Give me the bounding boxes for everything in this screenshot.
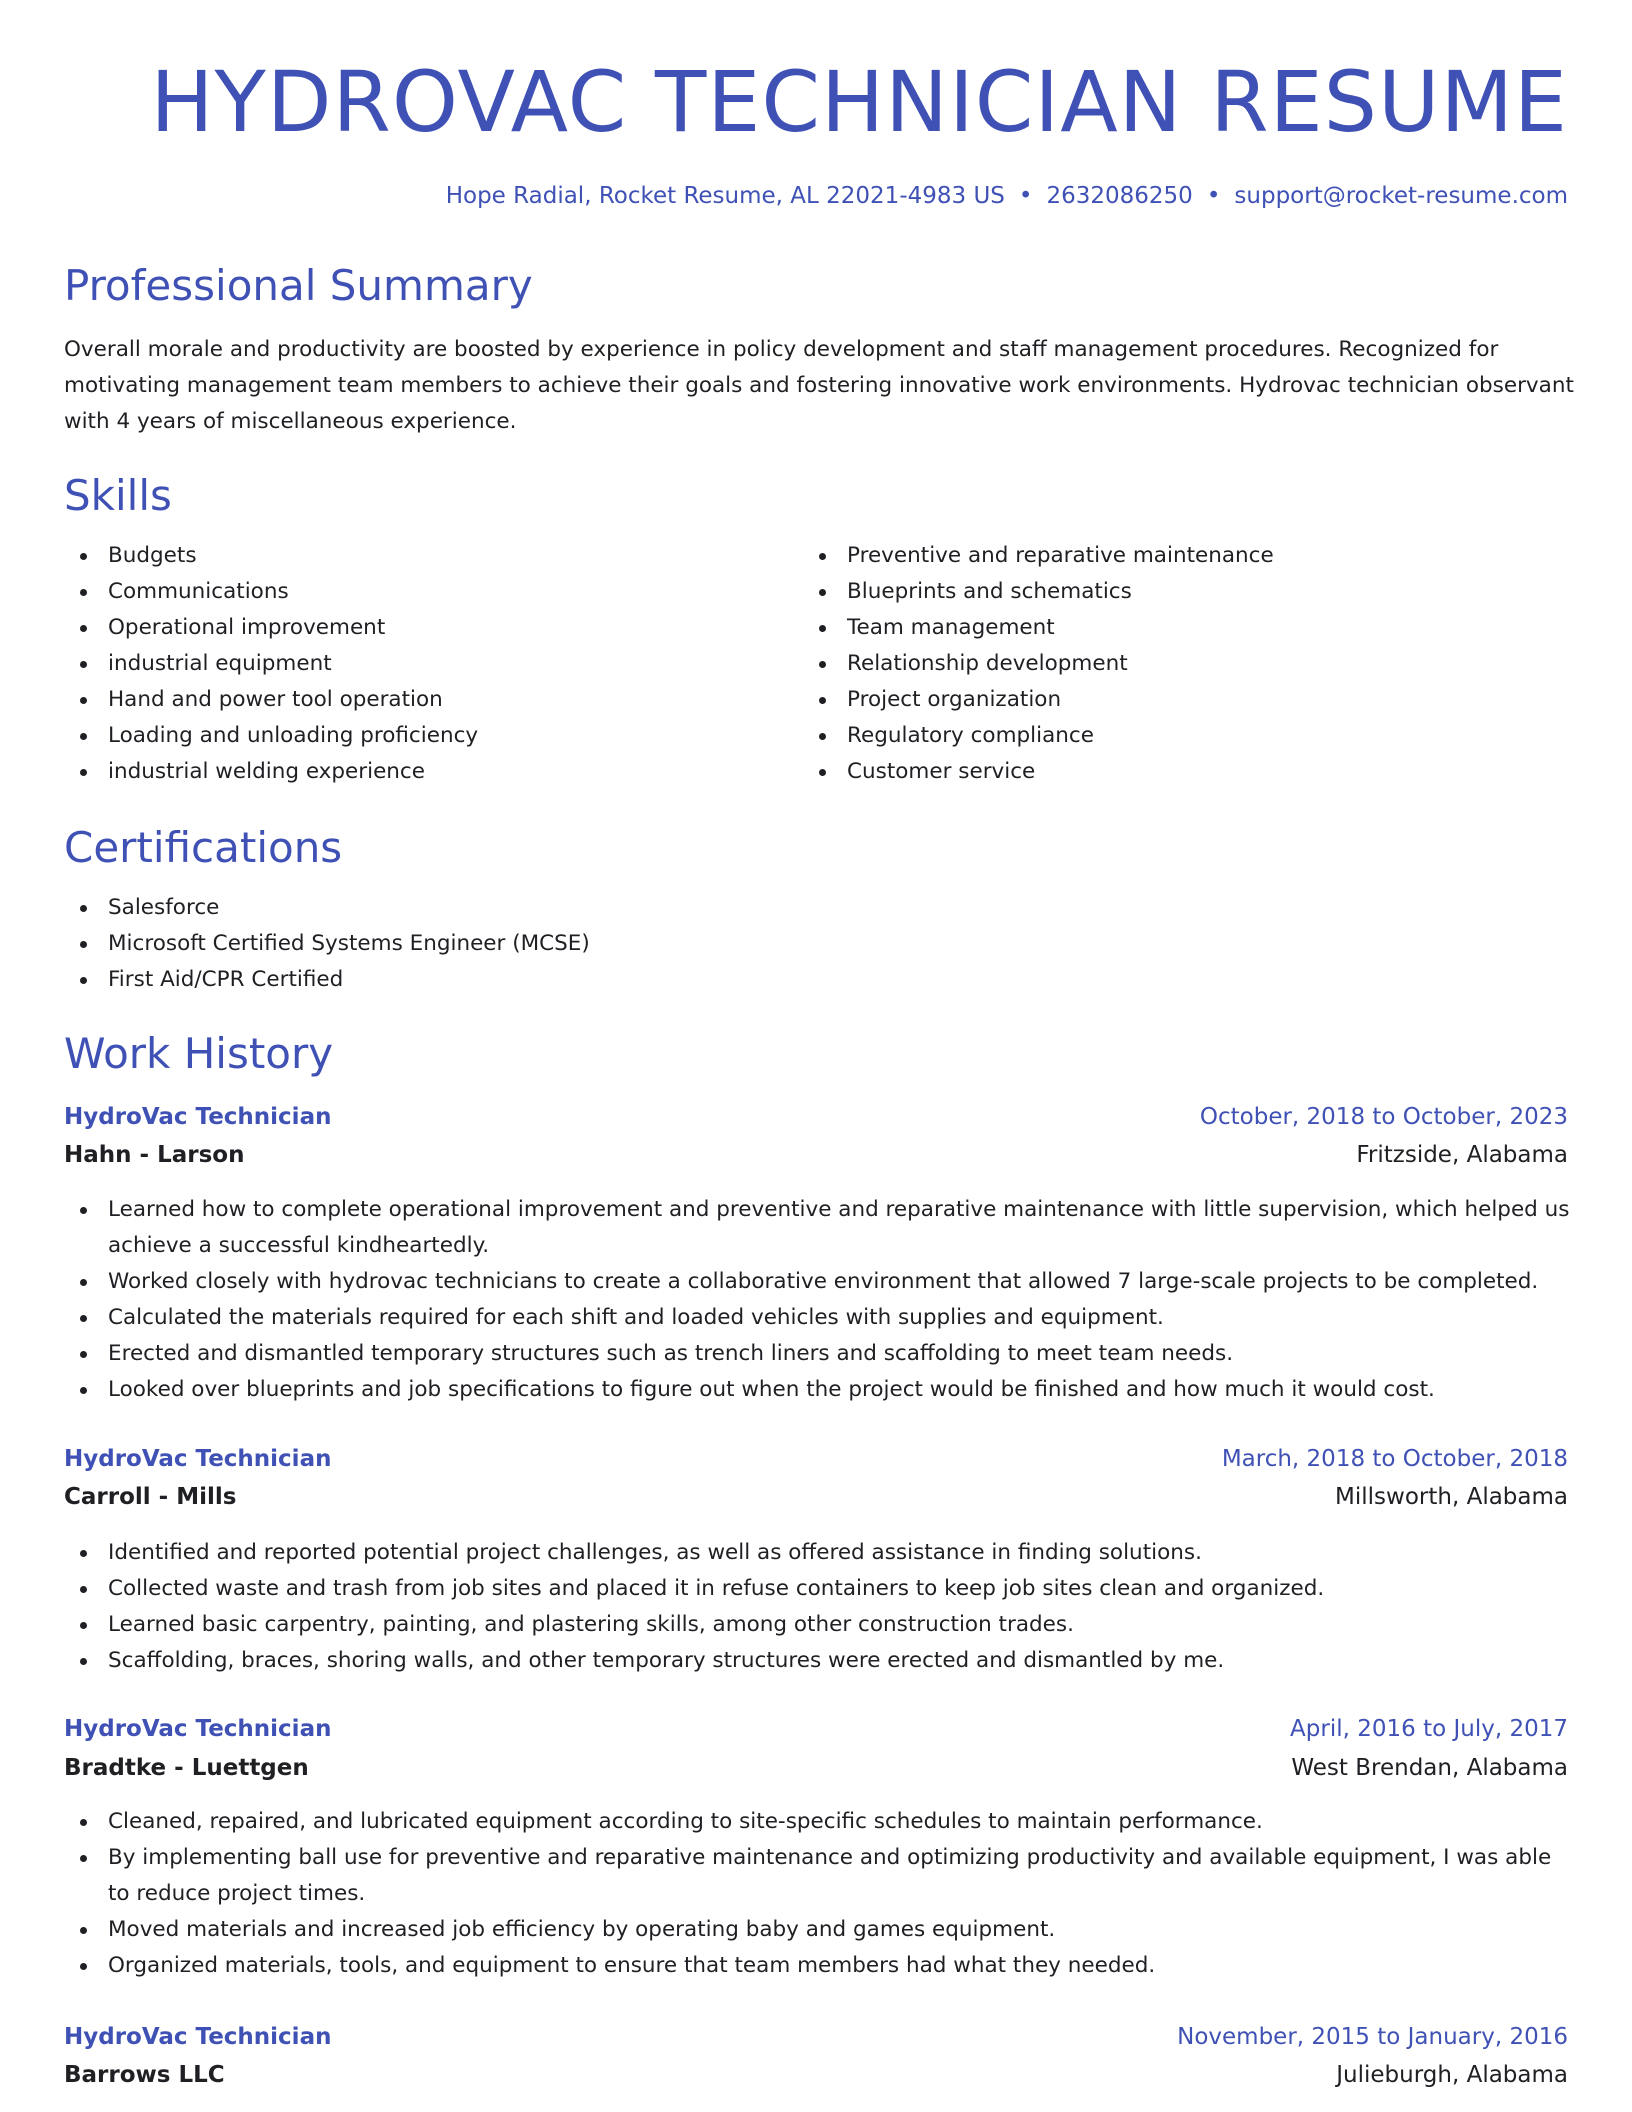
job-bullet: Worked closely with hydrovac technicians to create a collaborative environment that allowed 7 large-scale projects to be completed. — [64, 1264, 1574, 1300]
job-subheader — [64, 1138, 1568, 1172]
skills-list-left — [64, 538, 764, 790]
job-company: Hahn - Larson — [64, 1142, 245, 1168]
job-dates: October, 2018 to October, 2023 — [1199, 1104, 1568, 1130]
skill-item: Blueprints and schematics — [803, 574, 1563, 610]
summary-text: Overall morale and productivity are boosted by experience in policy development and staff management procedures. Recognized for motivating management team members to achieve their goals and fostering innovative work environments. Hydrovac technician observant with 4 years of miscellaneous experience. — [64, 337, 1574, 434]
certification-item: Microsoft Certified Systems Engineer (MCSE) — [64, 926, 1064, 962]
skill-item: Team management — [803, 610, 1563, 646]
job-title: HydroVac Technician — [64, 1716, 332, 1742]
job-bullets — [64, 1535, 1574, 1679]
job-location: Julieburgh, Alabama — [1336, 2062, 1568, 2088]
job-header — [64, 1712, 1568, 1746]
skill-item: Customer service — [803, 754, 1563, 790]
job-location: Millsworth, Alabama — [1335, 1484, 1568, 1510]
certifications-heading: Certifications — [64, 823, 343, 872]
job-subheader — [64, 1480, 1568, 1514]
job-company: Barrows LLC — [64, 2062, 225, 2088]
job-bullet: Moved materials and increased job efficiency by operating baby and games equipment. — [64, 1912, 1574, 1948]
job-bullet: Learned how to complete operational improvement and preventive and reparative maintenance with little supervision, which helped us achieve a successful kindheartedly. — [64, 1192, 1574, 1264]
skill-item: industrial equipment — [64, 646, 764, 682]
work-history-heading: Work History — [64, 1029, 334, 1078]
job-bullet: Learned basic carpentry, painting, and plastering skills, among other construction trades. — [64, 1607, 1574, 1643]
job-dates: March, 2018 to October, 2018 — [1221, 1446, 1568, 1472]
skill-item: Preventive and reparative maintenance — [803, 538, 1563, 574]
contact-phone: 2632086250 — [1046, 183, 1193, 209]
skills-list-right — [803, 538, 1563, 790]
job-company: Carroll - Mills — [64, 1484, 237, 1510]
certification-item: First Aid/CPR Certified — [64, 962, 1064, 998]
job-bullets — [64, 1192, 1574, 1408]
job-bullet: Erected and dismantled temporary structures such as trench liners and scaffolding to meet team needs. — [64, 1336, 1574, 1372]
job-title: HydroVac Technician — [64, 1446, 332, 1472]
contact-separator: • — [1206, 183, 1221, 209]
contact-address: Hope Radial, Rocket Resume, AL 22021-4983 US — [445, 183, 1005, 209]
job-bullet: By implementing ball use for preventive and reparative maintenance and optimizing productivity and available equipment, I was able to reduce project times. — [64, 1840, 1574, 1912]
job-company: Bradtke - Luettgen — [64, 1755, 309, 1781]
certifications-list — [64, 890, 1064, 998]
skill-item: Hand and power tool operation — [64, 682, 764, 718]
job-location: Fritzside, Alabama — [1356, 1142, 1568, 1168]
job-dates: November, 2015 to January, 2016 — [1177, 2024, 1568, 2050]
skill-item: Regulatory compliance — [803, 718, 1563, 754]
skills-heading: Skills — [64, 471, 172, 520]
job-bullet: Calculated the materials required for each shift and loaded vehicles with supplies and equipment. — [64, 1300, 1574, 1336]
skill-item: Budgets — [64, 538, 764, 574]
job-location: West Brendan, Alabama — [1291, 1755, 1568, 1781]
job-bullet: Looked over blueprints and job specifications to figure out when the project would be finished and how much it would cost. — [64, 1372, 1574, 1408]
skill-item: Relationship development — [803, 646, 1563, 682]
job-bullets — [64, 1804, 1574, 1984]
job-header — [64, 1442, 1568, 1476]
skill-item: Communications — [64, 574, 764, 610]
job-bullet: Collected waste and trash from job sites and placed it in refuse containers to keep job sites clean and organized. — [64, 1571, 1574, 1607]
job-subheader — [64, 1751, 1568, 1785]
job-subheader — [64, 2058, 1568, 2092]
job-title: HydroVac Technician — [64, 1104, 332, 1130]
resume-title: HYDROVAC TECHNICIAN RESUME — [150, 53, 1568, 151]
contact-email: support@rocket-resume.com — [1234, 183, 1568, 209]
job-dates: April, 2016 to July, 2017 — [1290, 1716, 1568, 1742]
job-bullet: Identified and reported potential project challenges, as well as offered assistance in finding solutions. — [64, 1535, 1574, 1571]
certification-item: Salesforce — [64, 890, 1064, 926]
job-bullet: Organized materials, tools, and equipment to ensure that team members had what they needed. — [64, 1948, 1574, 1984]
summary-heading: Professional Summary — [64, 261, 533, 310]
job-title: HydroVac Technician — [64, 2024, 332, 2050]
contact-separator: • — [1018, 183, 1033, 209]
job-bullet: Scaffolding, braces, shoring walls, and other temporary structures were erected and dismantled by me. — [64, 1643, 1574, 1679]
job-bullet: Cleaned, repaired, and lubricated equipment according to site-specific schedules to maintain performance. — [64, 1804, 1574, 1840]
job-header — [64, 1100, 1568, 1134]
skill-item: Loading and unloading proficiency — [64, 718, 764, 754]
contact-line — [446, 180, 1568, 212]
skill-item: Project organization — [803, 682, 1563, 718]
job-header — [64, 2020, 1568, 2054]
skill-item: Operational improvement — [64, 610, 764, 646]
skill-item: industrial welding experience — [64, 754, 764, 790]
